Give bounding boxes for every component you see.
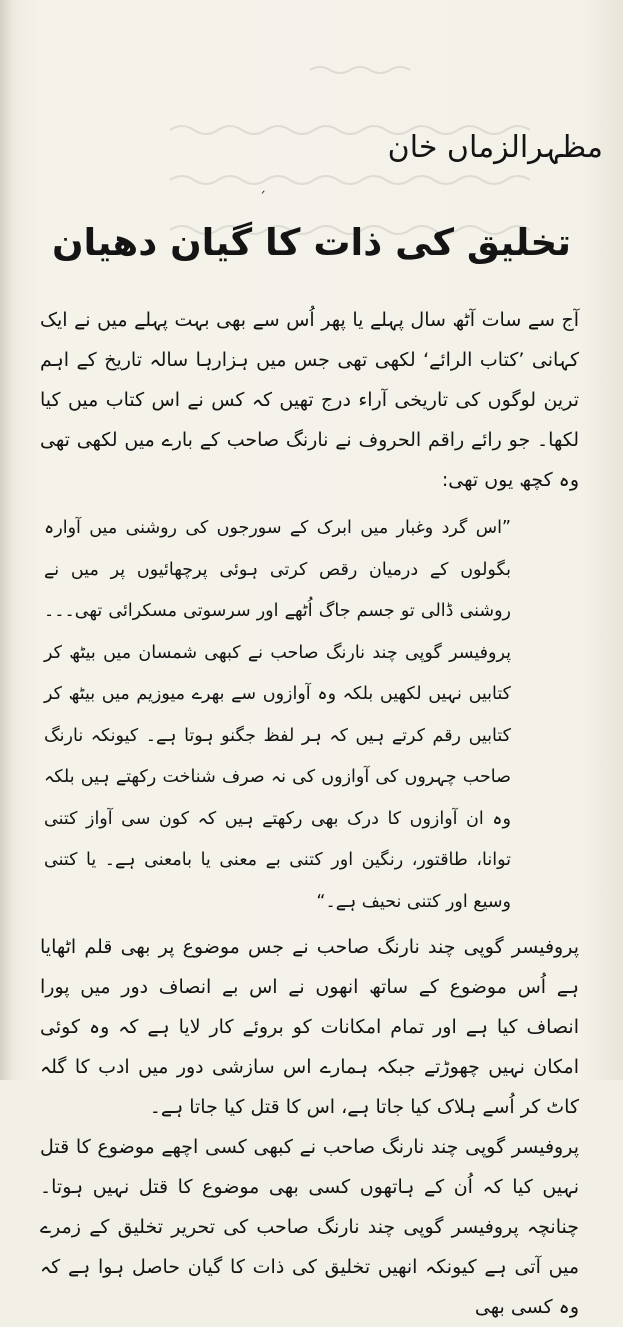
paragraph: آج سے سات آٹھ سال پہلے یا پھر اُس سے بھی بہت پہلے میں نے ایک کہانی ’کتاب الرائے‘ لکھی تھی جس میں ہزارہا سالہ تاریخ کے اہم ترین لوگوں کی تاریخی آراء درج تھیں کہ کس نے اس کتاب میں کیا لکھا۔ جو رائے راقم الحروف نے نارنگ صاحب کے بارے میں لکھی تھی وہ کچھ یوں تھی: xyxy=(40,309,579,491)
stray-ink-mark: ˏ xyxy=(259,178,266,194)
paragraph: پروفیسر گوپی چند نارنگ صاحب نے کبھی کسی اچھے موضوع کا قتل نہیں کیا کہ اُن کے ہاتھوں کسی بھی موضوع کا قتل نہیں ہوتا۔ چنانچہ پروفیسر گوپی چند نارنگ صاحب کی تحریر تخلیق کے زمرے میں آتی ہے کیونکہ انھیں تخلیق کی ذات کا گیان حاصل ہوا ہے کہ وہ کسی بھی xyxy=(40,1136,579,1318)
article-body xyxy=(0,300,623,1327)
author-name: مظہرالزماں خان xyxy=(387,130,603,165)
paragraph: پروفیسر گوپی چند نارنگ صاحب نے جس موضوع پر بھی قلم اٹھایا ہے اُس موضوع کے ساتھ انھوں نے اس بے انصاف دور میں پورا انصاف کیا ہے اور تمام امکانات کو بروئے کار لایا ہے کہ وہ کوئی امکان نہیں چھوڑتے جبکہ ہمارے اس سازشی دور میں ادب کا گلہ کاٹ کر اُسے ہلاک کیا جاتا ہے، اس کا قتل کیا جاتا ہے۔ xyxy=(40,936,579,1118)
block-quote: ”اس گرد وغبار میں ابرک کے سورجوں کی روشنی میں آوارہ بگولوں کے درمیان رقص کرتی ہوئی پرچھائیوں پر میں نے روشنی ڈالی تو جسم جاگ اُٹھے اور سرسوتی مسکرائی تھی۔۔۔ پروفیسر گوپی چند نارنگ صاحب نے کبھی شمسان میں بیٹھ کر کتابیں نہیں لکھیں بلکہ وہ آوازوں سے بھرے میوزیم میں بیٹھ کر کتابیں رقم کرتے ہیں کہ ہر لفظ جگنو ہوتا ہے۔ کیونکہ نارنگ صاحب چہروں کی آوازوں کی نہ صرف شناخت رکھتے ہیں بلکہ وہ ان آوازوں کا درک بھی رکھتے ہیں کہ کون سی آواز کتنی توانا، طاقتور، رنگین اور کتنی بے معنی یا بامعنی ہے۔ یا کتنی وسیع اور کتنی نحیف ہے۔“ xyxy=(44,518,511,912)
article-title: تخلیق کی ذات کا گیان دھیان xyxy=(51,221,572,264)
